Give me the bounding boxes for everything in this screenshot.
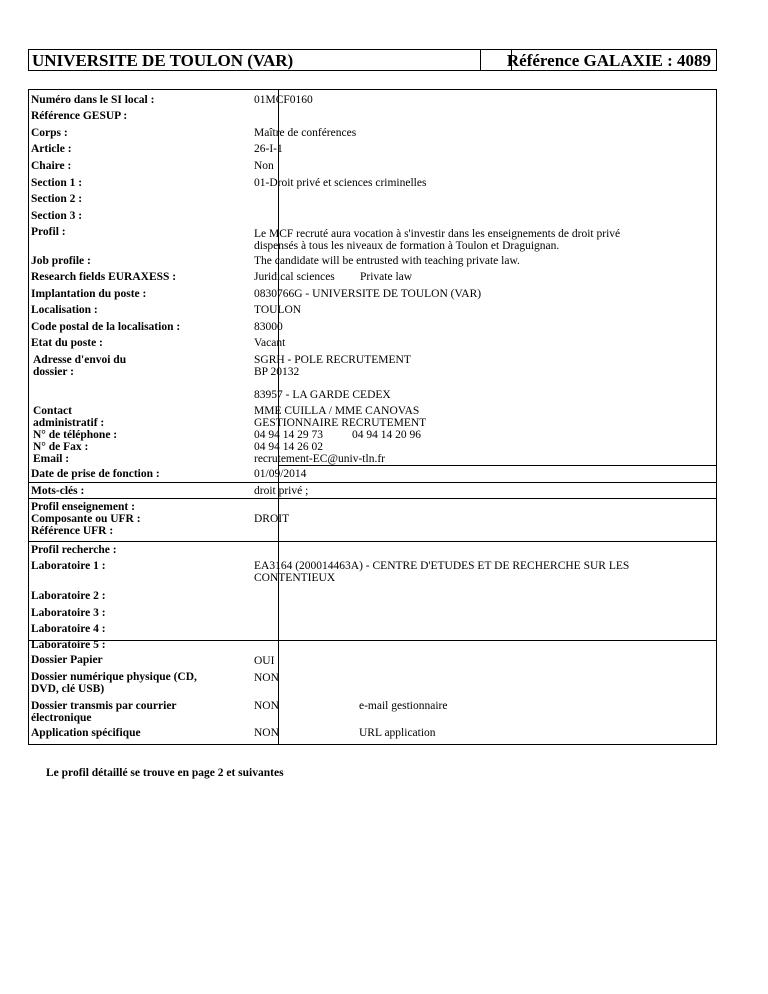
profil-value-line1: Le MCF recruté aura vocation à s'investir dans les enseignements de droit privé	[254, 228, 621, 240]
laboratoire2-label: Laboratoire 2 :	[31, 590, 106, 602]
profil-value-line2: dispensés à tous les niveaux de formation à Toulon et Draguignan.	[254, 240, 560, 252]
contact-value-line2: GESTIONNAIRE RECRUTEMENT	[254, 417, 427, 429]
row-rule	[29, 640, 716, 641]
corps-value: Maître de conférences	[254, 127, 357, 139]
numero-value: 01MCF0160	[254, 94, 313, 106]
fax-value: 04 94 14 26 02	[254, 441, 323, 453]
telephone-value: 04 94 14 29 73	[254, 429, 323, 441]
article-label: Article :	[31, 143, 72, 155]
article-value: 26-I-1	[254, 143, 283, 155]
job-details-table	[28, 89, 717, 745]
date-prise-fonction-value: 01/09/2014	[254, 468, 307, 480]
application-specifique-value: NON	[254, 727, 279, 739]
euraxess-value-2: Private law	[360, 271, 413, 283]
profil-recherche-label: Profil recherche :	[31, 544, 117, 556]
section1-value: 01-Droit privé et sciences criminelles	[254, 177, 427, 189]
code-postal-label: Code postal de la localisation :	[31, 321, 181, 333]
application-specifique-label: Application spécifique	[31, 727, 141, 739]
laboratoire3-label: Laboratoire 3 :	[31, 607, 106, 619]
email-gestionnaire-label: e-mail gestionnaire	[359, 700, 448, 712]
dossier-email-label-line2: électronique	[31, 712, 92, 724]
telephone-label: N° de téléphone :	[33, 429, 118, 441]
dossier-numerique-label-line2: DVD, clé USB)	[31, 683, 105, 695]
euraxess-label: Research fields EURAXESS :	[31, 271, 177, 283]
composante-label: Composante ou UFR :	[31, 513, 141, 525]
email-label: Email :	[33, 453, 70, 465]
job-profile-value: The candidate will be entrusted with teaching private law.	[254, 255, 520, 267]
adresse-label-line2: dossier :	[33, 366, 74, 378]
mots-cles-value: droit privé ;	[254, 485, 309, 497]
section1-label: Section 1 :	[31, 177, 83, 189]
date-prise-fonction-label: Date de prise de fonction :	[31, 468, 160, 480]
laboratoire4-label: Laboratoire 4 :	[31, 623, 106, 635]
section3-label: Section 3 :	[31, 210, 83, 222]
row-rule	[29, 482, 716, 483]
profil-enseignement-label: Profil enseignement :	[31, 501, 135, 513]
fax-label: N° de Fax :	[33, 441, 89, 453]
adresse-label-line1: Adresse d'envoi du	[33, 354, 127, 366]
chaire-value: Non	[254, 160, 274, 172]
dossier-papier-label: Dossier Papier	[31, 654, 103, 666]
laboratoire1-value-line1: EA3164 (200014463A) - CENTRE D'ETUDES ET DE RECHERCHE SUR LES	[254, 560, 630, 572]
row-rule	[29, 541, 716, 542]
localisation-value: TOULON	[254, 304, 302, 316]
contact-label-line2: administratif :	[33, 417, 105, 429]
url-application-label: URL application	[359, 727, 436, 739]
row-rule	[29, 498, 716, 499]
adresse-value-line1: SGRH - POLE RECRUTEMENT	[254, 354, 411, 366]
telephone-value-2: 04 94 14 20 96	[352, 429, 421, 441]
adresse-value-line2: BP 20132	[254, 366, 300, 378]
code-postal-value: 83000	[254, 321, 283, 333]
laboratoire1-label: Laboratoire 1 :	[31, 560, 106, 572]
laboratoire1-value-line2: CONTENTIEUX	[254, 572, 336, 584]
laboratoire5-label: Laboratoire 5 :	[31, 639, 106, 651]
numero-label: Numéro dans le SI local :	[31, 94, 155, 106]
reference-ufr-label: Référence UFR :	[31, 525, 114, 537]
dossier-email-value: NON	[254, 700, 279, 712]
profil-label: Profil :	[31, 226, 66, 238]
mots-cles-label: Mots-clés :	[31, 485, 85, 497]
dossier-numerique-label-line1: Dossier numérique physique (CD,	[31, 671, 197, 683]
euraxess-value-1: Juridical sciences	[254, 271, 335, 283]
section2-label: Section 2 :	[31, 193, 83, 205]
composante-value: DROIT	[254, 513, 290, 525]
corps-label: Corps :	[31, 127, 68, 139]
chaire-label: Chaire :	[31, 160, 72, 172]
university-title: UNIVERSITE DE TOULON (VAR)	[32, 51, 294, 70]
dossier-email-label-line1: Dossier transmis par courrier	[31, 700, 177, 712]
job-profile-label: Job profile :	[31, 255, 91, 267]
etat-value: Vacant	[254, 337, 286, 349]
dossier-numerique-value: NON	[254, 672, 279, 684]
adresse-value-line3: 83957 - LA GARDE CEDEX	[254, 389, 391, 401]
gesup-label: Référence GESUP :	[31, 110, 128, 122]
localisation-label: Localisation :	[31, 304, 98, 316]
implantation-value: 0830766G - UNIVERSITE DE TOULON (VAR)	[254, 288, 482, 300]
contact-label-line1: Contact	[33, 405, 72, 417]
contact-value-line1: MME CUILLA / MME CANOVAS	[254, 405, 420, 417]
email-value[interactable]: recrutement-EC@univ-tln.fr	[254, 453, 385, 465]
header-box	[28, 49, 717, 71]
implantation-label: Implantation du poste :	[31, 288, 147, 300]
dossier-papier-value: OUI	[254, 655, 275, 667]
galaxie-reference: Référence GALAXIE : 4089	[506, 51, 711, 70]
etat-label: Etat du poste :	[31, 337, 103, 349]
footer-note: Le profil détaillé se trouve en page 2 et suivantes	[46, 767, 284, 779]
